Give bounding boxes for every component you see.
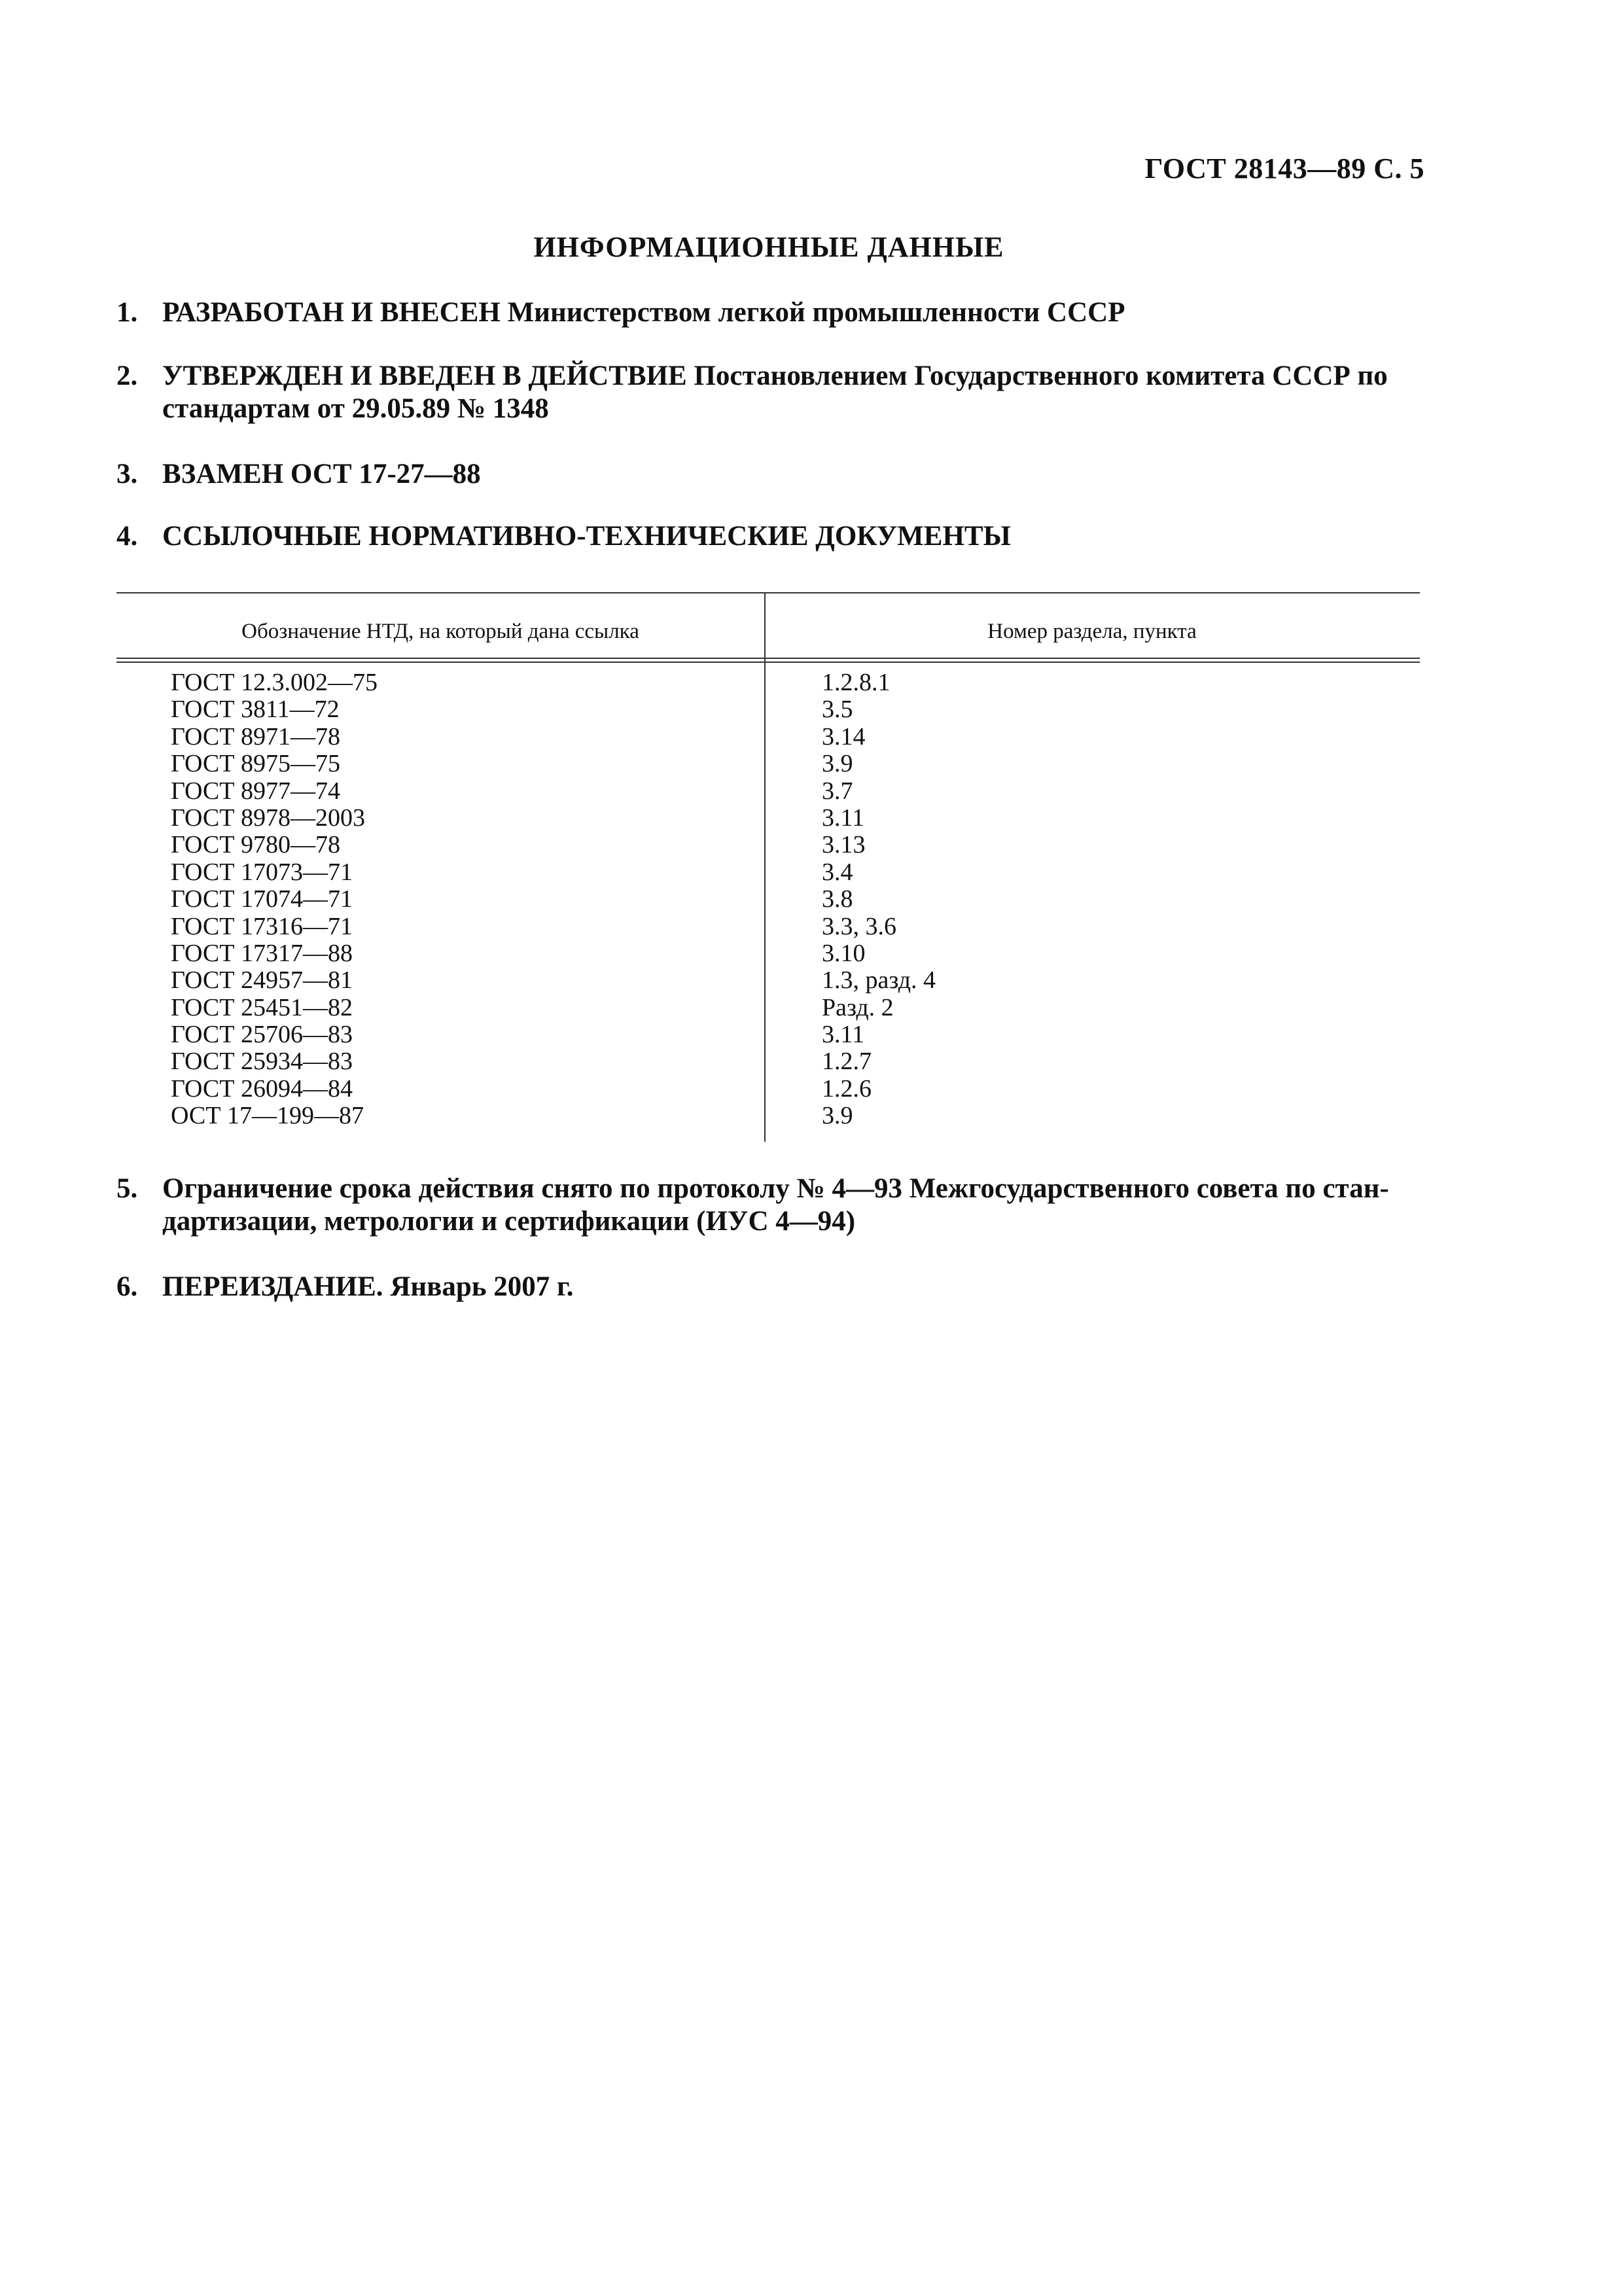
table-top-rule [116,592,1420,593]
item-number: 5. [116,1173,138,1204]
item-number: 3. [116,459,138,489]
doc-cell: ГОСТ 8975—75 [171,750,340,778]
table-row [116,1021,1420,1048]
item-body [162,1271,1425,1303]
table-row [116,669,1420,696]
item-text: Постановлением Государственного комитета СССР по стандартам от 29.05.89 № 1348 [162,361,1388,424]
table-row [116,886,1420,913]
doc-cell: ГОСТ 3811—72 [171,696,340,724]
doc-cell: ГОСТ 17316—71 [171,912,353,940]
table-header-rule-double [116,662,1420,663]
section-cell: 3.13 [822,831,866,859]
section-cell: 1.3, разд. 4 [822,966,936,995]
info-item-2 [116,360,1425,425]
info-item-5 [116,1173,1425,1238]
item-body [162,360,1425,425]
doc-cell: ГОСТ 26094—84 [171,1074,353,1103]
doc-cell: ГОСТ 24957—81 [171,966,353,995]
column-header-section: Номер раздела, пункта [987,620,1197,643]
table-row [116,751,1420,777]
item-heading: ССЫЛОЧНЫЕ НОРМАТИВНО-ТЕХНИЧЕСКИЕ ДОКУМЕНТЫ [162,521,1011,552]
doc-cell: ГОСТ 9780—78 [171,831,340,859]
table-row [116,1103,1420,1129]
item-heading: РАЗРАБОТАН И ВНЕСЕН [162,297,501,328]
table-row [116,967,1420,994]
item-text: Министерством легкой промышленности СССР [500,297,1125,328]
item-body [162,520,1425,553]
item-heading: УТВЕРЖДЕН И ВВЕДЕН В ДЕЙСТВИЕ [162,361,687,391]
table-row [116,913,1420,940]
section-cell: 1.2.7 [822,1048,872,1076]
table-row [116,805,1420,832]
table-row [116,724,1420,751]
table-header-rule [116,658,1420,659]
table-row [116,940,1420,967]
item-number: 1. [116,297,138,328]
item-number: 2. [116,361,138,391]
section-cell: 3.10 [822,939,866,967]
table-row [116,859,1420,886]
item-heading: ВЗАМЕН ОСТ 17-27—88 [162,459,481,489]
table-row [116,832,1420,858]
item-body [162,458,1425,491]
section-cell: 3.9 [822,750,853,778]
doc-cell: ГОСТ 17317—88 [171,939,353,967]
section-cell: 1.2.8.1 [822,669,891,696]
section-cell: 3.9 [822,1102,853,1130]
doc-cell: ГОСТ 8978—2003 [171,804,365,832]
doc-cell: ГОСТ 25934—83 [171,1048,353,1076]
page-title: ИНФОРМАЦИОННЫЕ ДАННЫЕ [533,231,1004,263]
section-cell: 3.4 [822,858,853,886]
table-row [116,778,1420,805]
column-header-document: Обозначение НТД, на который дана ссылка [241,620,639,643]
doc-cell: ГОСТ 8977—74 [171,777,340,805]
table-row [116,1076,1420,1103]
info-item-1 [116,296,1425,329]
section-cell: 1.2.6 [822,1074,872,1103]
doc-cell: ГОСТ 17074—71 [171,885,353,913]
table-row [116,1048,1420,1075]
section-cell: 3.8 [822,885,853,913]
item-number: 6. [116,1271,138,1302]
section-cell: 3.5 [822,696,853,724]
item-text: Январь 2007 г. [383,1271,574,1302]
section-cell: Разд. 2 [822,993,894,1021]
section-cell: 3.14 [822,722,866,751]
doc-cell: ОСТ 17—199—87 [171,1102,364,1130]
info-item-6 [116,1271,1425,1303]
page-header: ГОСТ 28143—89 С. 5 [1144,152,1424,185]
doc-cell: ГОСТ 25706—83 [171,1021,353,1049]
reference-table [116,592,1420,1142]
section-cell: 3.3, 3.6 [822,912,896,940]
doc-cell: ГОСТ 17073—71 [171,858,353,886]
item-body [162,1173,1425,1238]
item-text: Ограничение срока действия снято по протоколу № 4—93 Межгосударственного совета по стан-дартизации, метрологии и сертификации (ИУС 4—94) [162,1173,1389,1237]
table-body [116,669,1420,1130]
table-row [116,696,1420,723]
section-cell: 3.7 [822,777,853,805]
doc-cell: ГОСТ 8971—78 [171,722,340,751]
section-cell: 3.11 [822,804,865,832]
item-heading: ПЕРЕИЗДАНИЕ. [162,1271,383,1302]
doc-cell: ГОСТ 25451—82 [171,993,353,1021]
item-body [162,296,1425,329]
section-cell: 3.11 [822,1021,865,1049]
table-row [116,995,1420,1021]
doc-cell: ГОСТ 12.3.002—75 [171,669,378,696]
item-number: 4. [116,521,138,552]
info-item-3 [116,458,1425,491]
info-item-4 [116,520,1425,553]
